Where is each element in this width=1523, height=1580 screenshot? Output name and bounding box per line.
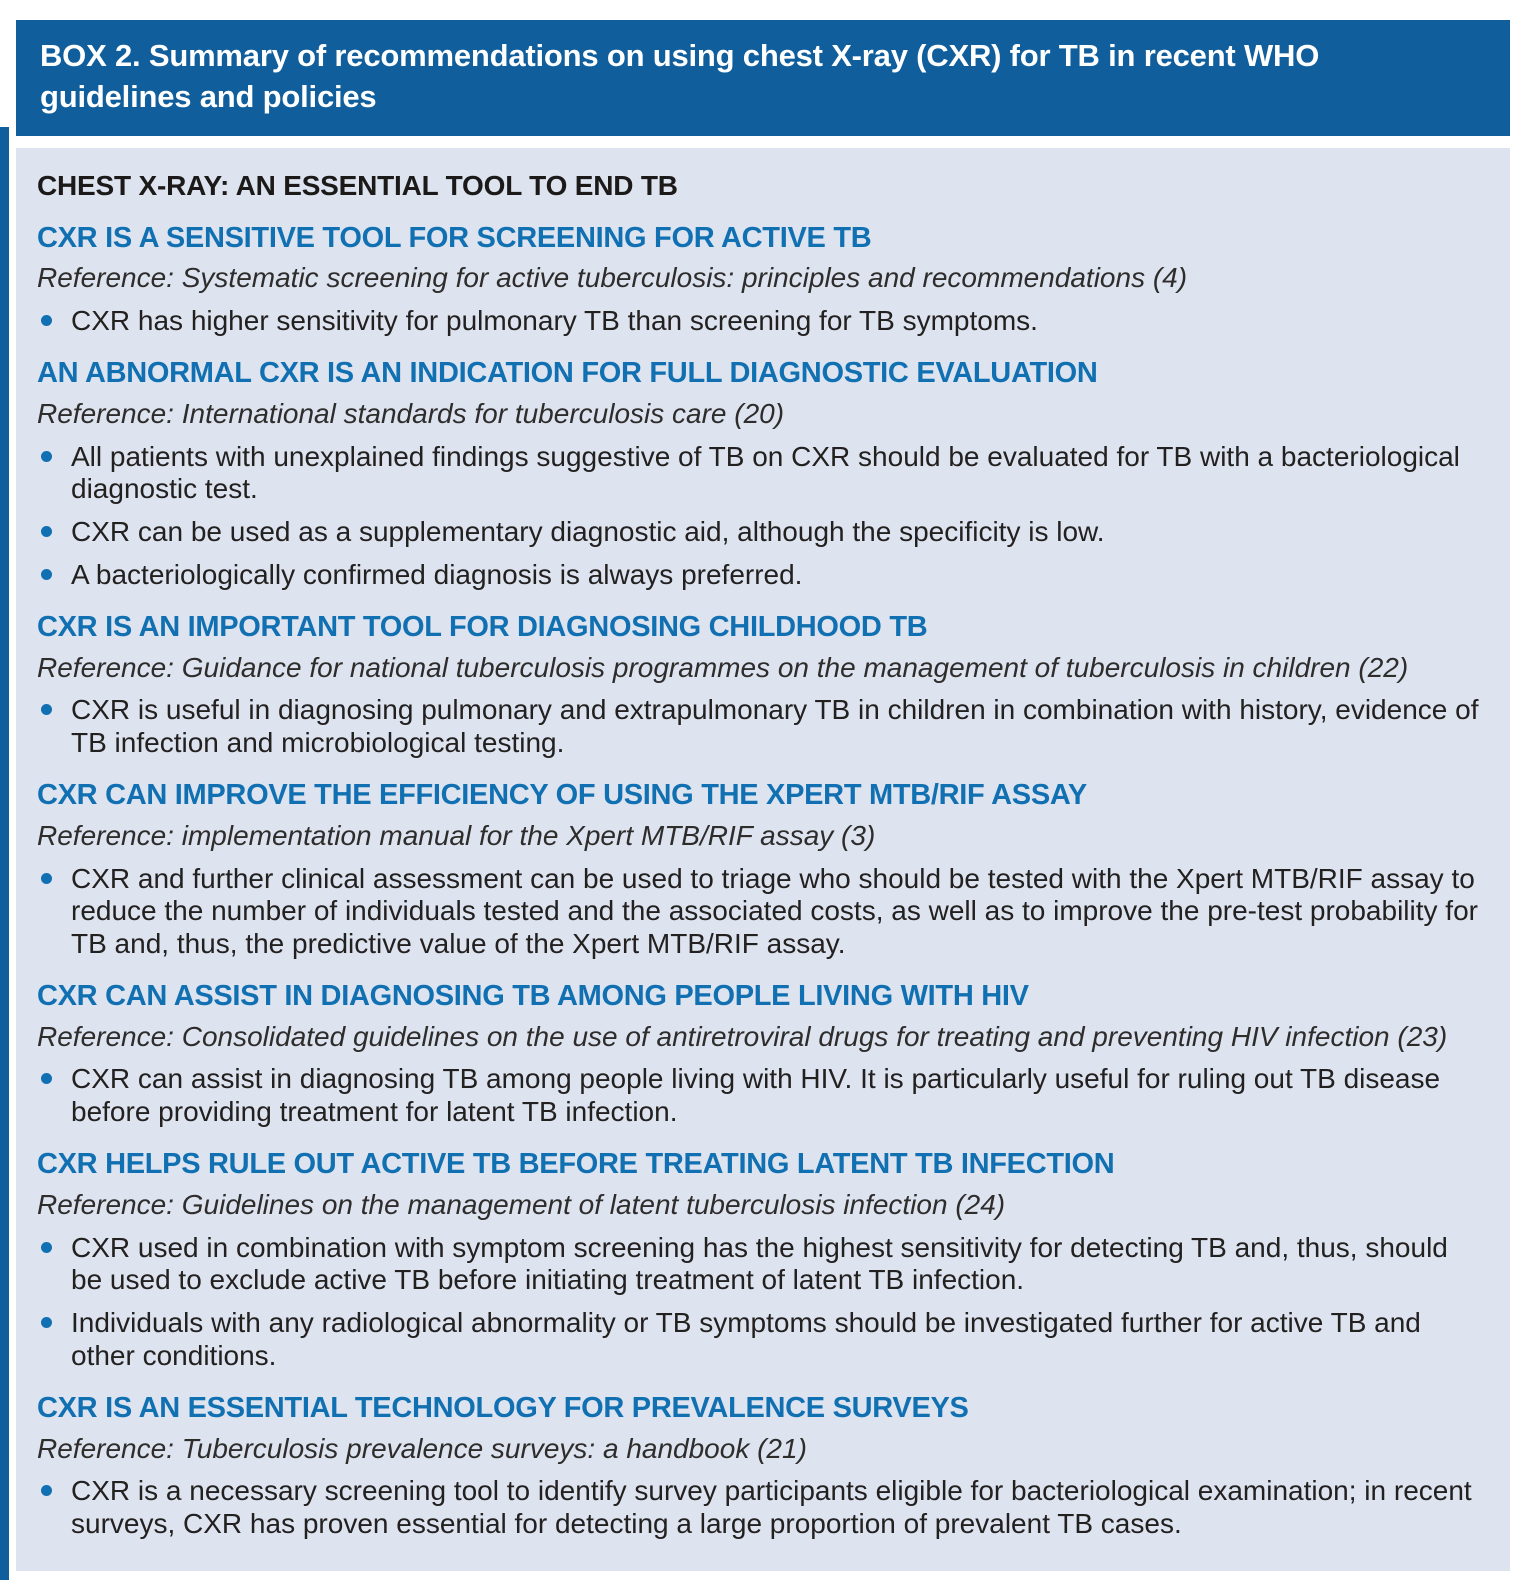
bullet-list <box>37 1232 1482 1373</box>
section <box>37 779 1482 961</box>
box-header <box>16 20 1510 136</box>
bullet-dot-icon <box>41 526 52 537</box>
bullet-text: CXR can be used as a supplementary diagnostic aid, although the specificity is low. <box>71 516 1105 548</box>
bullet-text: CXR used in combination with symptom screening has the highest sensitivity for detecting TB and, thus, should be used to exclude active TB before initiating treatment of latent TB infection. <box>71 1231 1448 1296</box>
bullet-list <box>37 694 1482 760</box>
bullet-dot-icon <box>41 451 52 462</box>
section-heading: CXR CAN ASSIST IN DIAGNOSING TB AMONG PEOPLE LIVING WITH HIV <box>37 979 1029 1012</box>
bullet-item <box>37 1475 1482 1541</box>
bullet-item <box>37 559 1482 592</box>
bullet-dot-icon <box>41 315 52 326</box>
bullet-item <box>37 1307 1482 1373</box>
bullet-item <box>37 305 1482 338</box>
section-heading: CXR IS AN IMPORTANT TOOL FOR DIAGNOSING CHILDHOOD TB <box>37 610 928 643</box>
section <box>37 357 1482 592</box>
bullet-list <box>37 305 1482 338</box>
section-heading: CXR HELPS RULE OUT ACTIVE TB BEFORE TREATING LATENT TB INFECTION <box>37 1147 1115 1180</box>
section-reference: Reference: Tuberculosis prevalence surveys: a handbook (21) <box>37 1432 807 1464</box>
bullet-item <box>37 441 1482 507</box>
section-heading: AN ABNORMAL CXR IS AN INDICATION FOR FULL DIAGNOSTIC EVALUATION <box>37 356 1098 389</box>
box-body <box>16 148 1510 1571</box>
section <box>37 222 1482 338</box>
sections-container <box>37 222 1482 1541</box>
section-reference: Reference: Consolidated guidelines on the use of antiretroviral drugs for treating and preventing HIV infection (23) <box>37 1020 1448 1052</box>
bullet-text: All patients with unexplained findings suggestive of TB on CXR should be evaluated for TB with a bacteriological diagnostic test. <box>71 440 1460 505</box>
section-heading: CXR IS AN ESSENTIAL TECHNOLOGY FOR PREVALENCE SURVEYS <box>37 1391 969 1424</box>
section <box>37 1148 1482 1373</box>
section-reference: Reference: Guidelines on the management of latent tuberculosis infection (24) <box>37 1188 1006 1220</box>
intro-heading: CHEST X-RAY: AN ESSENTIAL TOOL TO END TB <box>37 169 678 201</box>
bullet-dot-icon <box>41 873 52 884</box>
bullet-dot-icon <box>41 1073 52 1084</box>
bullet-list <box>37 1063 1482 1129</box>
section-reference: Reference: Systematic screening for active tuberculosis: principles and recommendations (4) <box>37 262 1188 294</box>
bullet-text: CXR can assist in diagnosing TB among people living with HIV. It is particularly useful for ruling out TB disease before providing treatment for latent TB infection. <box>71 1063 1441 1128</box>
bullet-text: Individuals with any radiological abnormality or TB symptoms should be investigated further for active TB and other conditions. <box>71 1307 1421 1371</box>
section <box>37 1392 1482 1541</box>
recommendations-box <box>16 20 1510 1571</box>
section-reference: Reference: implementation manual for the Xpert MTB/RIF assay (3) <box>37 819 876 851</box>
bullet-dot-icon <box>41 1485 52 1496</box>
section-reference: Reference: International standards for tuberculosis care (20) <box>37 397 785 429</box>
section <box>37 611 1482 760</box>
bullet-list <box>37 1475 1482 1541</box>
bullet-text: CXR has higher sensitivity for pulmonary TB than screening for TB symptoms. <box>71 305 1038 337</box>
bullet-item <box>37 516 1482 549</box>
bullet-list <box>37 863 1482 961</box>
bullet-item <box>37 1232 1482 1298</box>
bullet-text: CXR is a necessary screening tool to identify survey participants eligible for bacteriological examination; in recent surveys, CXR has proven essential for detecting a large proportion of prevalent TB cases. <box>71 1475 1472 1540</box>
bullet-dot-icon <box>41 569 52 580</box>
section <box>37 980 1482 1129</box>
box-title: BOX 2. Summary of recommendations on using chest X-ray (CXR) for TB in recent WHO guidelines and policies <box>40 38 1320 114</box>
bullet-text: CXR and further clinical assessment can be used to triage who should be tested with the Xpert MTB/RIF assay to reduce the number of individuals tested and the associated costs, as well as to improve the pre-test probability for TB and, thus, the predictive value of the Xpert MTB/RIF assay. <box>71 862 1478 959</box>
bullet-text: A bacteriologically confirmed diagnosis is always preferred. <box>71 558 803 590</box>
bullet-item <box>37 863 1482 961</box>
section-heading: CXR IS A SENSITIVE TOOL FOR SCREENING FOR ACTIVE TB <box>37 221 872 254</box>
bullet-text: CXR is useful in diagnosing pulmonary and extrapulmonary TB in children in combination with history, evidence of TB infection and microbiological testing. <box>71 694 1479 759</box>
bullet-list <box>37 441 1482 592</box>
bullet-item <box>37 1063 1482 1129</box>
bullet-dot-icon <box>41 704 52 715</box>
page-edge-line <box>0 127 9 1580</box>
bullet-item <box>37 694 1482 760</box>
section-heading: CXR CAN IMPROVE THE EFFICIENCY OF USING THE XPERT MTB/RIF ASSAY <box>37 778 1087 811</box>
bullet-dot-icon <box>41 1317 52 1328</box>
bullet-dot-icon <box>41 1242 52 1253</box>
section-reference: Reference: Guidance for national tuberculosis programmes on the management of tuberculosis in children (22) <box>37 651 1409 683</box>
